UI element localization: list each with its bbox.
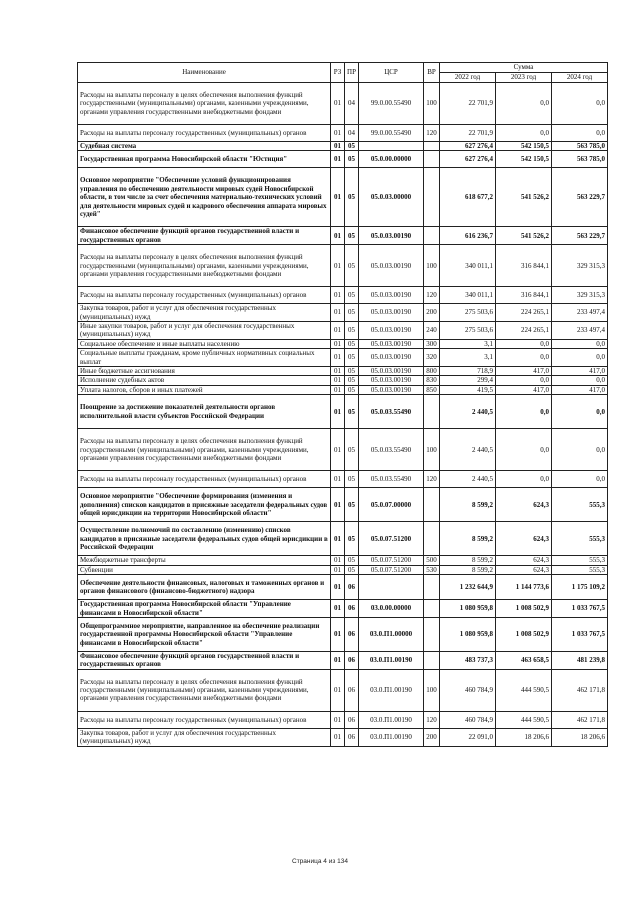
table-row <box>78 488 608 522</box>
cell-y3: 0,0 <box>552 83 608 125</box>
cell-rz: 01 <box>331 168 345 227</box>
cell-csr: 05.0.03.00190 <box>359 245 424 287</box>
cell-y3: 0,0 <box>552 429 608 471</box>
cell-y1: 22 091,0 <box>440 728 496 746</box>
cell-y2: 542 150,5 <box>496 142 552 151</box>
cell-y2: 0,0 <box>496 376 552 385</box>
cell-vr <box>424 151 440 168</box>
header-year-2022: 2022 год <box>440 73 496 83</box>
table-row <box>78 151 608 168</box>
header-pr: ПР <box>345 63 359 83</box>
cell-y3: 1 033 767,5 <box>552 617 608 651</box>
cell-pr: 06 <box>345 669 359 711</box>
cell-name: Иные бюджетные ассигнования <box>78 367 331 376</box>
cell-y2: 316 844,1 <box>496 245 552 287</box>
cell-csr: 05.0.03.00190 <box>359 304 424 322</box>
cell-y3: 0,0 <box>552 349 608 367</box>
header-year-2024: 2024 год <box>552 73 608 83</box>
cell-vr <box>424 600 440 618</box>
cell-vr: 100 <box>424 245 440 287</box>
cell-vr <box>424 227 440 245</box>
cell-pr: 05 <box>345 565 359 574</box>
cell-csr: 05.0.00.00000 <box>359 151 424 168</box>
cell-pr: 05 <box>345 522 359 556</box>
table-row <box>78 142 608 151</box>
table-row <box>78 227 608 245</box>
cell-y2: 0,0 <box>496 471 552 488</box>
cell-y2: 0,0 <box>496 339 552 348</box>
cell-y1: 275 503,6 <box>440 322 496 340</box>
header-year-2023: 2023 год <box>496 73 552 83</box>
cell-pr: 05 <box>345 376 359 385</box>
cell-y2: 224 265,1 <box>496 304 552 322</box>
cell-y3: 0,0 <box>552 471 608 488</box>
table-row <box>78 83 608 125</box>
cell-csr: 05.0.07.51200 <box>359 556 424 565</box>
cell-vr: 240 <box>424 322 440 340</box>
cell-y1: 2 440,5 <box>440 471 496 488</box>
cell-y1: 460 784,9 <box>440 669 496 711</box>
cell-pr: 05 <box>345 304 359 322</box>
table-row <box>78 522 608 556</box>
table-row <box>78 617 608 651</box>
cell-name: Субвенции <box>78 565 331 574</box>
cell-vr <box>424 617 440 651</box>
cell-y3: 233 497,4 <box>552 322 608 340</box>
cell-csr: 03.0.П1.00190 <box>359 711 424 728</box>
cell-name: Расходы на выплаты персоналу в целях обеспечения выполнения функций государственными (муниципальными) органами, казенными учреждениями, органами управления государственными внебюджетными фондами <box>78 429 331 471</box>
cell-pr: 05 <box>345 142 359 151</box>
table-row <box>78 429 608 471</box>
cell-csr: 05.0.07.51200 <box>359 565 424 574</box>
cell-rz: 01 <box>331 287 345 304</box>
cell-y1: 8 599,2 <box>440 488 496 522</box>
cell-y1: 1 232 644,9 <box>440 575 496 600</box>
cell-y3: 0,0 <box>552 125 608 142</box>
cell-csr: 05.0.03.00190 <box>359 322 424 340</box>
cell-vr: 800 <box>424 367 440 376</box>
cell-y2: 0,0 <box>496 429 552 471</box>
cell-name: Расходы на выплаты персоналу в целях обеспечения выполнения функций государственными (муниципальными) органами, казенными учреждениями, органами управления государственными внебюджетными фондами <box>78 245 331 287</box>
cell-pr: 05 <box>345 488 359 522</box>
cell-y2: 1 008 502,9 <box>496 600 552 618</box>
cell-rz: 01 <box>331 376 345 385</box>
cell-rz: 01 <box>331 565 345 574</box>
cell-rz: 01 <box>331 471 345 488</box>
cell-y1: 3,1 <box>440 339 496 348</box>
cell-y1: 8 599,2 <box>440 556 496 565</box>
cell-rz: 01 <box>331 322 345 340</box>
cell-y2: 18 206,6 <box>496 728 552 746</box>
cell-vr: 200 <box>424 728 440 746</box>
cell-y3: 563 229,7 <box>552 168 608 227</box>
cell-pr: 05 <box>345 339 359 348</box>
cell-name: Расходы на выплаты персоналу государственных (муниципальных) органов <box>78 711 331 728</box>
cell-name: Государственная программа Новосибирской области "Юстиция" <box>78 151 331 168</box>
cell-csr: 05.0.03.00190 <box>359 227 424 245</box>
cell-pr: 05 <box>345 471 359 488</box>
cell-pr: 04 <box>345 83 359 125</box>
cell-rz: 01 <box>331 651 345 669</box>
cell-y3: 1 175 109,2 <box>552 575 608 600</box>
cell-pr: 05 <box>345 245 359 287</box>
cell-csr: 05.0.03.00190 <box>359 367 424 376</box>
cell-csr: 03.0.П1.00190 <box>359 728 424 746</box>
table-row <box>78 339 608 348</box>
cell-y2: 624,3 <box>496 565 552 574</box>
table-row <box>78 168 608 227</box>
cell-y2: 224 265,1 <box>496 322 552 340</box>
cell-y1: 340 011,1 <box>440 287 496 304</box>
cell-name: Расходы на выплаты персоналу государственных (муниципальных) органов <box>78 125 331 142</box>
cell-y1: 627 276,4 <box>440 142 496 151</box>
cell-y3: 481 239,8 <box>552 651 608 669</box>
cell-csr: 03.0.П1.00000 <box>359 617 424 651</box>
cell-vr <box>424 395 440 429</box>
cell-pr: 05 <box>345 227 359 245</box>
cell-pr: 06 <box>345 651 359 669</box>
cell-rz: 01 <box>331 367 345 376</box>
cell-y2: 0,0 <box>496 349 552 367</box>
cell-y3: 233 497,4 <box>552 304 608 322</box>
cell-name: Государственная программа Новосибирской области "Управление финансами в Новосибирской области" <box>78 600 331 618</box>
table-row <box>78 395 608 429</box>
cell-y2: 0,0 <box>496 83 552 125</box>
table-row <box>78 556 608 565</box>
cell-pr: 06 <box>345 575 359 600</box>
cell-rz: 01 <box>331 728 345 746</box>
cell-y1: 419,5 <box>440 385 496 394</box>
table-row <box>78 367 608 376</box>
cell-rz: 01 <box>331 429 345 471</box>
cell-y2: 624,3 <box>496 556 552 565</box>
cell-name: Социальные выплаты гражданам, кроме публичных нормативных социальных выплат <box>78 349 331 367</box>
cell-name: Закупка товаров, работ и услуг для обеспечения государственных (муниципальных) нужд <box>78 728 331 746</box>
cell-name: Иные закупки товаров, работ и услуг для обеспечения государственных (муниципальных) нужд <box>78 322 331 340</box>
cell-name: Судебная система <box>78 142 331 151</box>
table-row <box>78 349 608 367</box>
cell-vr: 120 <box>424 287 440 304</box>
cell-vr <box>424 575 440 600</box>
cell-rz: 01 <box>331 617 345 651</box>
cell-csr: 03.0.П1.00190 <box>359 651 424 669</box>
cell-pr: 05 <box>345 322 359 340</box>
cell-rz: 01 <box>331 385 345 394</box>
table-row <box>78 651 608 669</box>
cell-vr: 100 <box>424 83 440 125</box>
cell-pr: 05 <box>345 349 359 367</box>
cell-y1: 22 701,9 <box>440 83 496 125</box>
cell-y3: 0,0 <box>552 376 608 385</box>
cell-vr: 500 <box>424 556 440 565</box>
cell-rz: 01 <box>331 339 345 348</box>
cell-y1: 8 599,2 <box>440 565 496 574</box>
cell-pr: 04 <box>345 125 359 142</box>
cell-csr <box>359 142 424 151</box>
cell-name: Основное мероприятие "Обеспечение формирования (изменения и дополнения) списков кандидатов в присяжные заседатели федеральных судов общей юрисдикции на территории Новосибирской области" <box>78 488 331 522</box>
cell-y3: 18 206,6 <box>552 728 608 746</box>
budget-table <box>77 62 608 747</box>
table-row <box>78 287 608 304</box>
table-row <box>78 575 608 600</box>
document-page <box>77 62 607 747</box>
cell-y2: 1 144 773,6 <box>496 575 552 600</box>
cell-csr: 05.0.03.00000 <box>359 168 424 227</box>
cell-rz: 01 <box>331 600 345 618</box>
cell-rz: 01 <box>331 522 345 556</box>
cell-rz: 01 <box>331 125 345 142</box>
cell-csr: 03.0.П1.00190 <box>359 669 424 711</box>
cell-y3: 555,3 <box>552 522 608 556</box>
cell-rz: 01 <box>331 151 345 168</box>
cell-csr <box>359 575 424 600</box>
cell-y2: 444 590,5 <box>496 669 552 711</box>
cell-y3: 555,3 <box>552 488 608 522</box>
cell-y1: 2 440,5 <box>440 395 496 429</box>
table-row <box>78 600 608 618</box>
cell-y1: 483 737,3 <box>440 651 496 669</box>
cell-vr: 850 <box>424 385 440 394</box>
table-row <box>78 245 608 287</box>
header-vr: ВР <box>424 63 440 83</box>
cell-rz: 01 <box>331 227 345 245</box>
header-rz: РЗ <box>331 63 345 83</box>
cell-csr: 05.0.03.00190 <box>359 385 424 394</box>
cell-name: Расходы на выплаты персоналу государственных (муниципальных) органов <box>78 287 331 304</box>
table-body <box>78 83 608 747</box>
cell-name: Поощрение за достижение показателей деятельности органов исполнительной власти субъектов Российской Федерации <box>78 395 331 429</box>
cell-y1: 460 784,9 <box>440 711 496 728</box>
cell-rz: 01 <box>331 349 345 367</box>
cell-y1: 8 599,2 <box>440 522 496 556</box>
cell-vr: 320 <box>424 349 440 367</box>
table-row <box>78 728 608 746</box>
cell-y3: 417,0 <box>552 385 608 394</box>
cell-y3: 0,0 <box>552 339 608 348</box>
cell-vr: 100 <box>424 429 440 471</box>
cell-pr: 06 <box>345 711 359 728</box>
cell-csr: 05.0.03.55490 <box>359 429 424 471</box>
cell-name: Исполнение судебных актов <box>78 376 331 385</box>
cell-pr: 06 <box>345 617 359 651</box>
cell-csr: 05.0.03.55490 <box>359 471 424 488</box>
cell-csr: 05.0.07.00000 <box>359 488 424 522</box>
cell-name: Обеспечение деятельности финансовых, налоговых и таможенных органов и органов финансового (финансово-бюджетного) надзора <box>78 575 331 600</box>
cell-pr: 05 <box>345 367 359 376</box>
cell-y3: 563 785,0 <box>552 151 608 168</box>
cell-rz: 01 <box>331 142 345 151</box>
cell-name: Финансовое обеспечение функций органов государственной власти и государственных органов <box>78 651 331 669</box>
cell-y1: 340 011,1 <box>440 245 496 287</box>
cell-pr: 05 <box>345 151 359 168</box>
cell-y3: 329 315,3 <box>552 245 608 287</box>
cell-y3: 563 785,0 <box>552 142 608 151</box>
cell-pr: 06 <box>345 728 359 746</box>
cell-y2: 417,0 <box>496 385 552 394</box>
cell-y2: 624,3 <box>496 488 552 522</box>
cell-y2: 463 658,5 <box>496 651 552 669</box>
table-row <box>78 565 608 574</box>
cell-y1: 3,1 <box>440 349 496 367</box>
cell-name: Основное мероприятие "Обеспечение условий функционирования управления по обеспечению деятельности мировых судей Новосибирской области, в том числе за счет обеспечения материально-технических условий для деятельности мировых судей и кадрового обеспечения аппарата мировых судей" <box>78 168 331 227</box>
cell-vr: 120 <box>424 471 440 488</box>
header-csr: ЦСР <box>359 63 424 83</box>
cell-pr: 05 <box>345 429 359 471</box>
cell-y2: 0,0 <box>496 395 552 429</box>
cell-pr: 06 <box>345 600 359 618</box>
cell-csr: 05.0.03.00190 <box>359 349 424 367</box>
cell-csr: 05.0.03.00190 <box>359 339 424 348</box>
cell-csr: 99.0.00.55490 <box>359 83 424 125</box>
cell-vr <box>424 142 440 151</box>
cell-name: Межбюджетные трансферты <box>78 556 331 565</box>
cell-vr: 120 <box>424 125 440 142</box>
table-header <box>78 63 608 83</box>
cell-csr: 03.0.00.00000 <box>359 600 424 618</box>
header-sum: Сумма <box>440 63 608 73</box>
cell-name: Расходы на выплаты персоналу в целях обеспечения выполнения функций государственными (муниципальными) органами, казенными учреждениями, органами управления государственными внебюджетными фондами <box>78 669 331 711</box>
cell-y2: 542 150,5 <box>496 151 552 168</box>
cell-name: Расходы на выплаты персоналу государственных (муниципальных) органов <box>78 471 331 488</box>
cell-y1: 2 440,5 <box>440 429 496 471</box>
cell-y1: 618 677,2 <box>440 168 496 227</box>
cell-y2: 444 590,5 <box>496 711 552 728</box>
cell-pr: 05 <box>345 556 359 565</box>
cell-rz: 01 <box>331 395 345 429</box>
cell-y3: 555,3 <box>552 565 608 574</box>
cell-vr: 830 <box>424 376 440 385</box>
page-number: Страница 4 из 134 <box>292 858 348 865</box>
cell-rz: 01 <box>331 711 345 728</box>
cell-name: Расходы на выплаты персоналу в целях обеспечения выполнения функций государственными (муниципальными) органами, казенными учреждениями, органами управления государственными внебюджетными фондами <box>78 83 331 125</box>
table-row <box>78 385 608 394</box>
cell-csr: 99.0.00.55490 <box>359 125 424 142</box>
cell-y1: 275 503,6 <box>440 304 496 322</box>
cell-name: Уплата налогов, сборов и иных платежей <box>78 385 331 394</box>
cell-name: Закупка товаров, работ и услуг для обеспечения государственных (муниципальных) нужд <box>78 304 331 322</box>
cell-y1: 1 080 959,8 <box>440 600 496 618</box>
cell-y3: 555,3 <box>552 556 608 565</box>
cell-y3: 1 033 767,5 <box>552 600 608 618</box>
cell-name: Финансовое обеспечение функций органов государственной власти и государственных органов <box>78 227 331 245</box>
cell-vr <box>424 168 440 227</box>
table-row <box>78 125 608 142</box>
cell-pr: 05 <box>345 168 359 227</box>
header-name: Наименование <box>78 63 331 83</box>
cell-y1: 627 276,4 <box>440 151 496 168</box>
cell-vr: 300 <box>424 339 440 348</box>
cell-name: Осуществление полномочий по составлению (изменению) списков кандидатов в присяжные заседатели федеральных судов общей юрисдикции в Российской Федерации <box>78 522 331 556</box>
cell-y1: 1 080 959,8 <box>440 617 496 651</box>
table-row <box>78 711 608 728</box>
cell-pr: 05 <box>345 395 359 429</box>
cell-y1: 616 236,7 <box>440 227 496 245</box>
table-row <box>78 376 608 385</box>
cell-name: Общепрограммное мероприятие, направленное на обеспечение реализации государственной программы Новосибирской области "Управление финансами в Новосибирской области" <box>78 617 331 651</box>
cell-y2: 541 526,2 <box>496 227 552 245</box>
cell-y2: 624,3 <box>496 522 552 556</box>
cell-rz: 01 <box>331 488 345 522</box>
cell-rz: 01 <box>331 83 345 125</box>
cell-rz: 01 <box>331 556 345 565</box>
cell-rz: 01 <box>331 245 345 287</box>
cell-vr <box>424 522 440 556</box>
table-row <box>78 322 608 340</box>
cell-y2: 1 008 502,9 <box>496 617 552 651</box>
cell-rz: 01 <box>331 575 345 600</box>
cell-y2: 417,0 <box>496 367 552 376</box>
cell-y3: 329 315,3 <box>552 287 608 304</box>
cell-y3: 462 171,8 <box>552 669 608 711</box>
cell-y2: 316 844,1 <box>496 287 552 304</box>
cell-y1: 299,4 <box>440 376 496 385</box>
cell-y3: 417,0 <box>552 367 608 376</box>
cell-y3: 563 229,7 <box>552 227 608 245</box>
cell-rz: 01 <box>331 669 345 711</box>
cell-y2: 0,0 <box>496 125 552 142</box>
cell-y1: 718,9 <box>440 367 496 376</box>
cell-y3: 462 171,8 <box>552 711 608 728</box>
cell-y2: 541 526,2 <box>496 168 552 227</box>
cell-name: Социальное обеспечение и иные выплаты населению <box>78 339 331 348</box>
cell-pr: 05 <box>345 287 359 304</box>
table-row <box>78 471 608 488</box>
cell-csr: 05.0.03.00190 <box>359 376 424 385</box>
cell-y3: 0,0 <box>552 395 608 429</box>
table-row <box>78 669 608 711</box>
cell-pr: 05 <box>345 385 359 394</box>
cell-vr: 100 <box>424 669 440 711</box>
cell-vr <box>424 651 440 669</box>
cell-rz: 01 <box>331 304 345 322</box>
cell-vr: 120 <box>424 711 440 728</box>
cell-csr: 05.0.03.55490 <box>359 395 424 429</box>
cell-vr <box>424 488 440 522</box>
cell-vr: 200 <box>424 304 440 322</box>
table-row <box>78 304 608 322</box>
cell-vr: 530 <box>424 565 440 574</box>
cell-csr: 05.0.03.00190 <box>359 287 424 304</box>
cell-y1: 22 701,9 <box>440 125 496 142</box>
cell-csr: 05.0.07.51200 <box>359 522 424 556</box>
